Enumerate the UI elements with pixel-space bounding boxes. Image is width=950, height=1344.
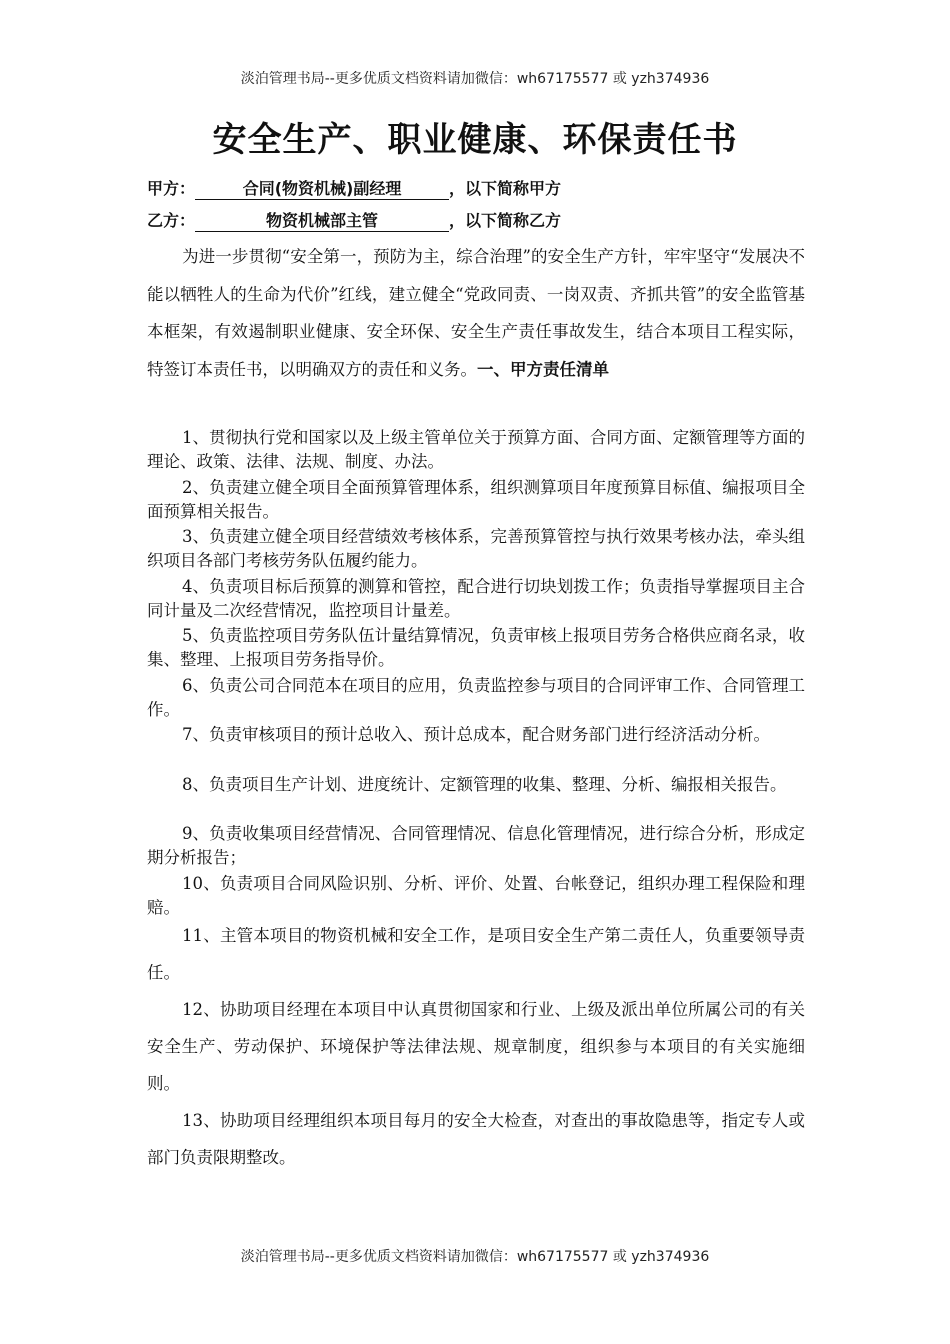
list-item: 1、贯彻执行党和国家以及上级主管单位关于预算方面、合同方面、定额管理等方面的理论、政策、法律、法规、制度、办法。	[147, 428, 805, 471]
page-header: 淡泊管理书局--更多优质文档资料请加微信：wh67175577 或 yzh374936	[240, 71, 710, 87]
document-title: 安全生产、职业健康、环保责任书	[212, 120, 738, 160]
section-heading: 一、甲方责任清单	[477, 359, 609, 379]
party-a-label: 甲方：	[147, 179, 196, 198]
party-b-name: 物资机械部主管	[195, 208, 449, 232]
list-item: 6、负责公司合同范本在项目的应用，负责监控参与项目的合同评审工作、合同管理工作。	[147, 676, 805, 719]
list-item: 8、负责项目生产计划、进度统计、定额管理的收集、整理、分析、编报相关报告。	[182, 775, 787, 794]
intro-paragraph	[147, 238, 805, 388]
party-a-suffix: ，以下简称甲方	[449, 179, 562, 198]
party-a-line	[147, 176, 561, 200]
list-item: 10、负责项目合同风险识别、分析、评价、处置、台帐登记，组织办理工程保险和理赔。	[147, 874, 805, 917]
list-item: 2、负责建立健全项目全面预算管理体系，组织测算项目年度预算目标值、编报项目全面预算相关报告。	[147, 478, 805, 521]
list-item: 13、协助项目经理组织本项目每月的安全大检查，对查出的事故隐患等，指定专人或部门负责限期整改。	[147, 1111, 805, 1167]
list-item: 12、协助项目经理在本项目中认真贯彻国家和行业、上级及派出单位所属公司的有关安全生产、劳动保护、环境保护等法律法规、规章制度，组织参与本项目的有关实施细则。	[147, 1000, 805, 1093]
party-b-suffix: ，以下简称乙方	[449, 211, 562, 230]
list-item: 9、负责收集项目经营情况、合同管理情况、信息化管理情况，进行综合分析，形成定期分析报告；	[147, 824, 805, 867]
intro-text: 为进一步贯彻“安全第一，预防为主，综合治理”的安全生产方针，牢牢坚守“发展决不能以牺牲人的生命为代价”红线，建立健全“党政同责、一岗双责、齐抓共管”的安全监管基本框架，有效遏制职业健康、安全环保、安全生产责任事故发生，结合本项目工程实际，特签订本责任书，以明确双方的责任和义务。	[147, 247, 805, 379]
list-item: 11、主管本项目的物资机械和安全工作，是项目安全生产第二责任人，负重要领导责任。	[147, 926, 805, 982]
list-item: 5、负责监控项目劳务队伍计量结算情况，负责审核上报项目劳务合格供应商名录，收集、整理、上报项目劳务指导价。	[147, 626, 805, 669]
party-b-line	[147, 208, 561, 232]
list-item: 7、负责审核项目的预计总收入、预计总成本，配合财务部门进行经济活动分析。	[182, 725, 770, 744]
party-b-label: 乙方：	[147, 211, 196, 230]
page-footer: 淡泊管理书局--更多优质文档资料请加微信：wh67175577 或 yzh374936	[240, 1249, 710, 1265]
party-a-name: 合同(物资机械)副经理	[195, 176, 449, 200]
list-item: 4、负责项目标后预算的测算和管控，配合进行切块划拨工作；负责指导掌握项目主合同计量及二次经营情况，监控项目计量差。	[147, 577, 805, 620]
list-item: 3、负责建立健全项目经营绩效考核体系，完善预算管控与执行效果考核办法，牵头组织项目各部门考核劳务队伍履约能力。	[147, 527, 805, 570]
